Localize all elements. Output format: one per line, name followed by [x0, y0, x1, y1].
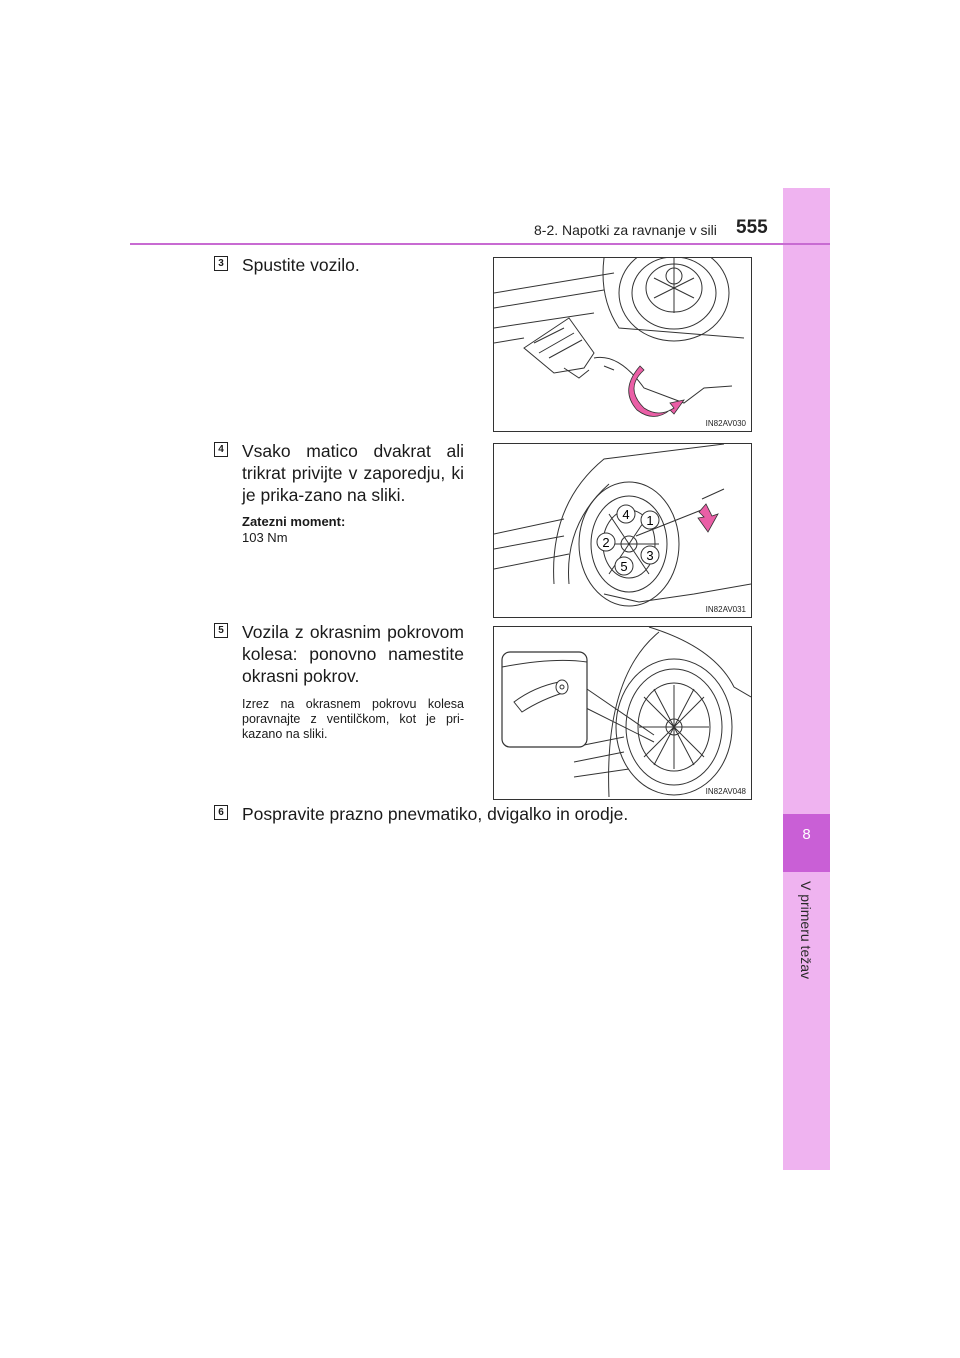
- page-number: 555: [736, 217, 768, 238]
- figure-code: IN82AV048: [705, 787, 746, 796]
- figure-nut-order: [493, 443, 752, 618]
- step-3-text: Spustite vozilo.: [242, 255, 360, 275]
- wrench-direction-arrow-icon: [698, 504, 718, 532]
- chapter-sidebar: [783, 188, 830, 1170]
- step-6-text: Pospravite prazno pnevmatiko, dvigalko in orodje.: [242, 804, 629, 824]
- figure-code: IN82AV030: [705, 419, 746, 428]
- nut-label-4: 4: [622, 507, 630, 522]
- jack-lowering-illustration: [494, 258, 751, 431]
- step-6-badge: 6: [214, 805, 228, 820]
- chapter-tab: [783, 814, 830, 872]
- torque-value: 103 Nm: [242, 530, 288, 545]
- step-3-badge: 3: [214, 256, 228, 271]
- figure-lower-vehicle: [493, 257, 752, 432]
- nut-label-5: 5: [620, 559, 628, 574]
- nut-label-3: 3: [646, 548, 654, 563]
- header-rule: [130, 243, 830, 245]
- step-5-text: Vozila z okrasnim pokrovom kolesa: ponovno namestite okrasni pokrov.: [242, 622, 464, 686]
- step-5-note: Izrez na okrasnem pokrovu kolesa poravnajte z ventilčkom, kot je pri-kazano na sliki.: [242, 697, 464, 741]
- wheel-cover-illustration: [494, 627, 751, 799]
- nut-tightening-illustration: [494, 444, 751, 617]
- step-5-badge: 5: [214, 623, 228, 638]
- torque-label: Zatezni moment:: [242, 514, 346, 529]
- step-4-badge: 4: [214, 442, 228, 457]
- nut-label-1: 1: [646, 513, 654, 528]
- chapter-number: 8: [802, 826, 811, 843]
- figure-wheel-cover: [493, 626, 752, 800]
- figure-code: IN82AV031: [705, 605, 746, 614]
- step-4-text: Vsako matico dvakrat ali trikrat privijte v zaporedju, ki je prika-zano na sliki.: [242, 441, 464, 505]
- nut-label-2: 2: [602, 535, 610, 550]
- section-title: 8-2. Napotki za ravnanje v sili: [534, 222, 717, 238]
- chapter-title: V primeru težav: [798, 880, 814, 980]
- rotation-arrow-icon: [629, 366, 684, 417]
